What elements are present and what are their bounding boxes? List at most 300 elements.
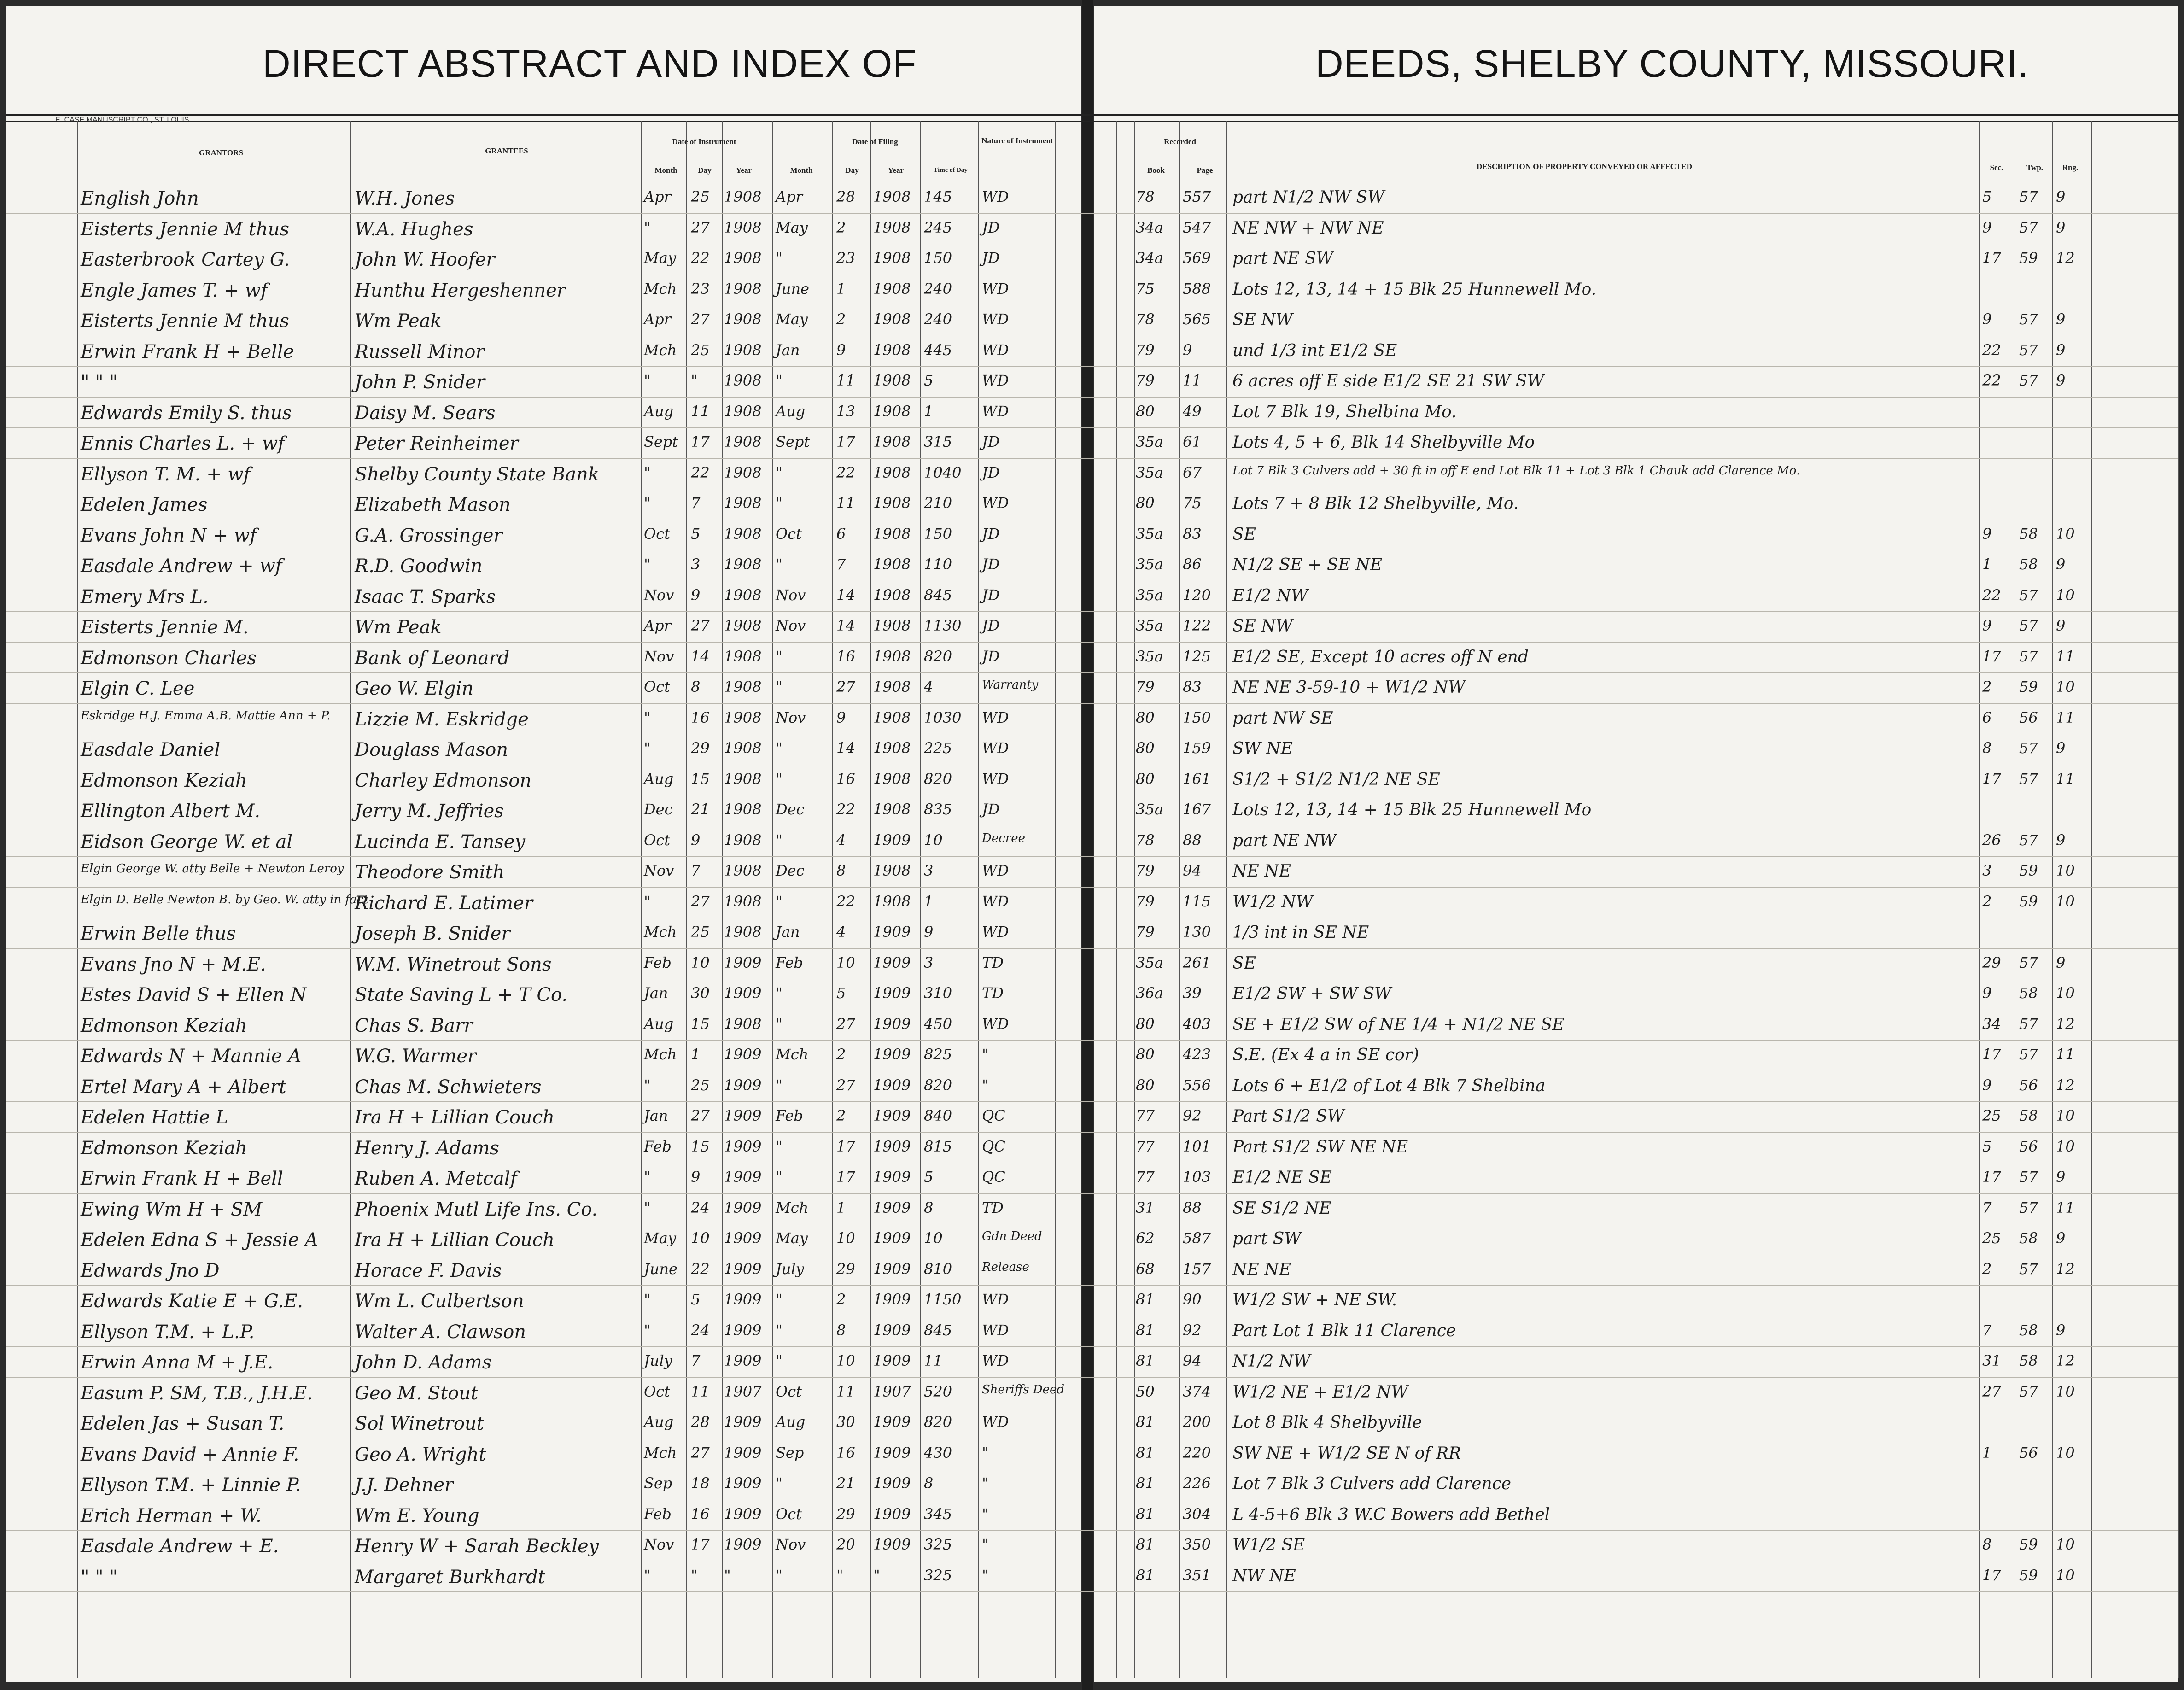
time-of-day-cell: 10	[924, 1229, 943, 1247]
instrument-month-cell: "	[644, 463, 651, 481]
description-cell: NW NE	[1232, 1566, 1296, 1585]
book-cell: 81	[1136, 1566, 1155, 1584]
filing-month-cell: Dec	[776, 801, 805, 818]
time-of-day-cell: 820	[924, 1076, 952, 1094]
book-cell: 77	[1136, 1137, 1155, 1155]
sec-cell: 9	[1982, 617, 1992, 634]
filing-month-cell: May	[776, 218, 808, 236]
book-cell: 79	[1136, 862, 1155, 879]
grantor-cell: Ertel Mary A + Albert	[81, 1076, 286, 1098]
grantor-cell: Edelen Jas + Susan T.	[81, 1413, 285, 1434]
filing-day-cell: 21	[836, 1474, 855, 1492]
filing-month-cell: Oct	[776, 525, 802, 543]
rng-cell: 10	[2056, 1107, 2075, 1124]
instrument-month-cell: Nov	[644, 862, 674, 879]
nature-cell: WD	[982, 341, 1009, 359]
book-cell: 68	[1136, 1260, 1155, 1278]
twp-cell: 58	[2019, 525, 2038, 543]
book-cell: 35a	[1136, 556, 1163, 573]
instrument-day-cell: 25	[691, 1076, 710, 1094]
rng-cell: 12	[2056, 1352, 2075, 1369]
book-cell: 81	[1136, 1291, 1155, 1308]
description-cell: E1/2 NW	[1232, 586, 1308, 605]
rng-cell: 11	[2056, 770, 2075, 788]
book-cell: 81	[1136, 1536, 1155, 1553]
nature-cell: QC	[982, 1137, 1005, 1155]
twp-cell: 57	[2019, 1015, 2038, 1033]
book-cell: 77	[1136, 1168, 1155, 1186]
rng-cell: 11	[2056, 708, 2075, 726]
filing-day-cell: 9	[836, 708, 846, 726]
twp-cell: 57	[2019, 1046, 2038, 1063]
grantee-cell: Chas M. Schwieters	[355, 1076, 542, 1098]
instrument-month-cell: "	[644, 1199, 651, 1216]
instrument-month-cell: Oct	[644, 1382, 671, 1400]
twp-cell: 57	[2019, 831, 2038, 849]
filing-month-cell: Mch	[776, 1199, 809, 1216]
description-cell: SE	[1232, 525, 1256, 544]
instrument-day-cell: 11	[691, 402, 710, 420]
filing-day-cell: 29	[836, 1505, 855, 1523]
page-cell: 226	[1183, 1474, 1211, 1492]
grantor-cell: Ellyson T. M. + wf	[81, 463, 251, 485]
time-of-day-cell: 225	[924, 739, 952, 757]
time-of-day-cell: 820	[924, 1413, 952, 1431]
filing-month-cell: Sep	[776, 1444, 804, 1462]
instrument-month-cell: June	[644, 1260, 677, 1278]
grantor-cell: Erwin Anna M + J.E.	[81, 1352, 274, 1373]
grantee-cell: Wm Peak	[355, 617, 442, 638]
instrument-month-cell: Jan	[644, 984, 668, 1002]
grantee-cell: Hunthu Hergeshenner	[355, 280, 566, 301]
description-cell: Lots 6 + E1/2 of Lot 4 Blk 7 Shelbina	[1232, 1076, 1546, 1095]
twp-cell: 58	[2019, 1321, 2038, 1339]
filing-year-cell: 1908	[873, 586, 911, 604]
instrument-month-cell: Oct	[644, 831, 671, 849]
twp-cell: 58	[2019, 556, 2038, 573]
time-of-day-cell: 3	[924, 862, 934, 879]
grantor-cell: Elgin George W. atty Belle + Newton Leroy	[81, 862, 344, 876]
filing-year-cell: 1909	[873, 1168, 911, 1186]
filing-day-cell: 9	[836, 341, 846, 359]
page-cell: 556	[1183, 1076, 1211, 1094]
filing-year-cell: "	[873, 1566, 880, 1584]
grantee-cell: Henry W + Sarah Beckley	[355, 1536, 599, 1557]
filing-year-cell: 1908	[873, 494, 911, 512]
filing-day-cell: 23	[836, 249, 855, 267]
description-cell: Lots 4, 5 + 6, Blk 14 Shelbyville Mo	[1232, 433, 1535, 452]
book-cell: 81	[1136, 1474, 1155, 1492]
book-cell: 79	[1136, 678, 1155, 696]
grantee-cell: Geo A. Wright	[355, 1444, 486, 1465]
instrument-day-cell: 15	[691, 770, 710, 788]
nature-cell: JD	[982, 647, 1000, 665]
filing-day-cell: 4	[836, 831, 846, 849]
time-of-day-cell: 150	[924, 525, 952, 543]
row-rule	[6, 1193, 2178, 1194]
time-of-day-cell: 820	[924, 770, 952, 788]
filing-year-cell: 1909	[873, 923, 911, 941]
header-rng: Rng.	[2062, 163, 2079, 172]
sec-cell: 17	[1982, 1046, 2001, 1063]
instrument-year-cell: 1908	[724, 647, 762, 665]
grantee-cell: Daisy M. Sears	[355, 402, 496, 424]
nature-cell: "	[982, 1076, 989, 1094]
page-cell: 167	[1183, 801, 1211, 818]
instrument-day-cell: 8	[691, 678, 701, 696]
instrument-day-cell: 17	[691, 1536, 710, 1553]
time-of-day-cell: 1	[924, 402, 934, 420]
filing-year-cell: 1908	[873, 617, 911, 634]
grantor-cell: Evans David + Annie F.	[81, 1444, 299, 1465]
filing-year-cell: 1909	[873, 1474, 911, 1492]
nature-cell: QC	[982, 1168, 1005, 1186]
book-cell: 77	[1136, 1107, 1155, 1124]
instrument-day-cell: 9	[691, 831, 701, 849]
description-cell: E1/2 NE SE	[1232, 1168, 1332, 1187]
instrument-month-cell: Apr	[644, 617, 671, 634]
row-rule	[6, 1101, 2178, 1102]
rng-cell: 9	[2056, 218, 2066, 236]
description-cell: N1/2 SE + SE NE	[1232, 556, 1383, 574]
rng-cell: 10	[2056, 678, 2075, 696]
grantor-cell: Edmonson Charles	[81, 647, 257, 669]
book-cell: 81	[1136, 1444, 1155, 1462]
instrument-year-cell: 1908	[724, 372, 762, 389]
filing-month-cell: "	[776, 249, 783, 267]
filing-day-cell: 28	[836, 188, 855, 205]
title-right: DEEDS, SHELBY COUNTY, MISSOURI.	[1315, 42, 2029, 85]
page-cell: 161	[1183, 770, 1211, 788]
sec-cell: 17	[1982, 770, 2001, 788]
grantor-cell: Edelen James	[81, 494, 208, 515]
rng-cell: 12	[2056, 1076, 2075, 1094]
twp-cell: 57	[2019, 770, 2038, 788]
nature-cell: WD	[982, 1413, 1009, 1431]
time-of-day-cell: 240	[924, 280, 952, 298]
filing-year-cell: 1908	[873, 770, 911, 788]
instrument-year-cell: 1908	[724, 310, 762, 328]
grantor-cell: Erwin Belle thus	[81, 923, 236, 944]
grantee-cell: Phoenix Mutl Life Ins. Co.	[355, 1199, 598, 1220]
nature-cell: JD	[982, 617, 1000, 634]
page-cell: 9	[1183, 341, 1192, 359]
grantee-cell: Chas S. Barr	[355, 1015, 473, 1036]
row-rule	[6, 458, 2178, 459]
rng-cell: 12	[2056, 1260, 2075, 1278]
book-cell: 78	[1136, 188, 1155, 205]
filing-year-cell: 1909	[873, 1536, 911, 1553]
sec-cell: 34	[1982, 1015, 2001, 1033]
row-rule	[6, 948, 2178, 949]
row-rule	[6, 1040, 2178, 1041]
description-cell: W1/2 SW + NE SW.	[1232, 1291, 1397, 1310]
book-cell: 81	[1136, 1352, 1155, 1369]
column-rule	[1134, 121, 1135, 1678]
description-cell: NE NW + NW NE	[1232, 218, 1384, 238]
instrument-day-cell: 22	[691, 463, 710, 481]
grantor-cell: Edmonson Keziah	[81, 1137, 247, 1159]
filing-year-cell: 1908	[873, 647, 911, 665]
filing-month-cell: Aug	[776, 1413, 806, 1431]
filing-month-cell: Feb	[776, 1107, 803, 1124]
page-cell: 220	[1183, 1444, 1211, 1462]
filing-year-cell: 1908	[873, 892, 911, 910]
book-cell: 79	[1136, 372, 1155, 389]
column-rule	[1179, 121, 1180, 1678]
row-rule	[6, 366, 2178, 367]
rng-cell: 9	[2056, 341, 2066, 359]
filing-year-cell: 1909	[873, 984, 911, 1002]
instrument-year-cell: 1909	[724, 1291, 762, 1308]
grantor-cell: Eisterts Jennie M.	[81, 617, 249, 638]
time-of-day-cell: 10	[924, 831, 943, 849]
filing-day-cell: 13	[836, 402, 855, 420]
rng-cell: 10	[2056, 892, 2075, 910]
filing-month-cell: Oct	[776, 1505, 802, 1523]
grantee-cell: Theodore Smith	[355, 862, 505, 883]
time-of-day-cell: 4	[924, 678, 934, 696]
grantor-cell: Ennis Charles L. + wf	[81, 433, 285, 454]
book-cell: 81	[1136, 1321, 1155, 1339]
time-of-day-cell: 145	[924, 188, 952, 205]
grantee-cell: Wm L. Culbertson	[355, 1291, 524, 1312]
instrument-year-cell: 1909	[724, 1137, 762, 1155]
sec-cell: 17	[1982, 249, 2001, 267]
page-cell: 103	[1183, 1168, 1211, 1186]
rng-cell: 10	[2056, 1536, 2075, 1553]
grantee-cell: Charley Edmonson	[355, 770, 532, 791]
instrument-year-cell: 1908	[724, 402, 762, 420]
description-cell: SW NE	[1232, 739, 1293, 758]
sec-cell: 2	[1982, 678, 1992, 696]
filing-year-cell: 1909	[873, 1046, 911, 1063]
instrument-year-cell: 1908	[724, 188, 762, 205]
nature-cell: JD	[982, 433, 1000, 450]
grantee-cell: W.A. Hughes	[355, 218, 473, 240]
nature-cell: Sheriffs Deed	[982, 1382, 1064, 1397]
filing-month-cell: "	[776, 556, 783, 573]
page-cell: 569	[1183, 249, 1211, 267]
description-cell: SE	[1232, 953, 1256, 973]
book-cell: 80	[1136, 494, 1155, 512]
sec-cell: 2	[1982, 1260, 1992, 1278]
instrument-year-cell: 1908	[724, 678, 762, 696]
grantee-cell: John P. Snider	[355, 372, 485, 393]
title-left: DIRECT ABSTRACT AND INDEX OF	[263, 42, 917, 85]
twp-cell: 58	[2019, 1352, 2038, 1369]
page-cell: 101	[1183, 1137, 1211, 1155]
grantee-cell: R.D. Goodwin	[355, 556, 483, 577]
header-rule-top-2	[6, 121, 2178, 122]
page-cell: 125	[1183, 647, 1211, 665]
nature-cell: WD	[982, 708, 1009, 726]
instrument-day-cell: 22	[691, 249, 710, 267]
column-rule	[1979, 121, 1980, 1678]
header-book: Book	[1147, 166, 1165, 175]
rng-cell: 10	[2056, 1382, 2075, 1400]
twp-cell: 57	[2019, 1199, 2038, 1216]
filing-day-cell: 6	[836, 525, 846, 543]
nature-cell: JD	[982, 586, 1000, 604]
grantor-cell: Edwards Katie E + G.E.	[81, 1291, 304, 1312]
time-of-day-cell: 325	[924, 1566, 952, 1584]
column-rule	[1226, 121, 1227, 1678]
filing-day-cell: 16	[836, 647, 855, 665]
nature-cell: "	[982, 1474, 989, 1492]
filing-year-cell: 1908	[873, 341, 911, 359]
book-cell: 36a	[1136, 984, 1163, 1002]
filing-day-cell: 17	[836, 1137, 855, 1155]
grantor-cell: Easdale Andrew + wf	[81, 556, 282, 577]
filing-year-cell: 1909	[873, 1505, 911, 1523]
header-fil-day: Day	[845, 166, 859, 175]
filing-month-cell: "	[776, 1015, 783, 1033]
instrument-day-cell: 5	[691, 1291, 701, 1308]
filing-year-cell: 1909	[873, 1444, 911, 1462]
instrument-day-cell: 27	[691, 310, 710, 328]
instrument-month-cell: Mch	[644, 280, 677, 298]
instrument-day-cell: 17	[691, 433, 710, 450]
grantor-cell: Erwin Frank H + Bell	[81, 1168, 283, 1189]
filing-year-cell: 1908	[873, 372, 911, 389]
grantor-cell: Easdale Andrew + E.	[81, 1536, 279, 1557]
filing-day-cell: 17	[836, 1168, 855, 1186]
filing-month-cell: Aug	[776, 402, 806, 420]
time-of-day-cell: 450	[924, 1015, 952, 1033]
nature-cell: WD	[982, 1291, 1009, 1308]
description-cell: E1/2 SW + SW SW	[1232, 984, 1392, 1003]
sec-cell: 22	[1982, 372, 2001, 389]
sec-cell: 26	[1982, 831, 2001, 849]
instrument-day-cell: 21	[691, 801, 710, 818]
page-cell: 150	[1183, 708, 1211, 726]
grantee-cell: Geo W. Elgin	[355, 678, 474, 699]
description-cell: Lot 7 Blk 3 Culvers add + 30 ft in off E end Lot Blk 11 + Lot 3 Blk 1 Chauk add Clarence Mo.	[1232, 463, 1800, 478]
sec-cell: 2	[1982, 892, 1992, 910]
grantor-cell: Edelen Edna S + Jessie A	[81, 1229, 318, 1251]
instrument-day-cell: 9	[691, 1168, 701, 1186]
filing-month-cell: "	[776, 1474, 783, 1492]
instrument-month-cell: Aug	[644, 1413, 674, 1431]
instrument-year-cell: 1909	[724, 984, 762, 1002]
instrument-month-cell: "	[644, 372, 651, 389]
time-of-day-cell: 5	[924, 372, 934, 389]
book-cell: 35a	[1136, 586, 1163, 604]
time-of-day-cell: 150	[924, 249, 952, 267]
filing-day-cell: 8	[836, 862, 846, 879]
grantor-cell: " " "	[81, 372, 118, 393]
time-of-day-cell: 345	[924, 1505, 952, 1523]
filing-day-cell: 1	[836, 1199, 846, 1216]
filing-day-cell: 10	[836, 953, 855, 971]
twp-cell: 57	[2019, 1168, 2038, 1186]
instrument-year-cell: 1908	[724, 739, 762, 757]
row-rule	[6, 642, 2178, 643]
book-cell: 35a	[1136, 647, 1163, 665]
book-cell: 62	[1136, 1229, 1155, 1247]
time-of-day-cell: 810	[924, 1260, 952, 1278]
book-cell: 35a	[1136, 433, 1163, 450]
rng-cell: 9	[2056, 1321, 2066, 1339]
filing-month-cell: Jan	[776, 341, 800, 359]
sec-cell: 7	[1982, 1321, 1992, 1339]
grantee-cell: Henry J. Adams	[355, 1137, 499, 1159]
description-cell: part NW SE	[1232, 708, 1333, 728]
instrument-day-cell: 25	[691, 341, 710, 359]
rng-cell: 12	[2056, 1015, 2075, 1033]
instrument-year-cell: 1908	[724, 463, 762, 481]
page-cell: 94	[1183, 862, 1202, 879]
sec-cell: 25	[1982, 1107, 2001, 1124]
description-cell: SE NW	[1232, 617, 1293, 636]
time-of-day-cell: 325	[924, 1536, 952, 1553]
time-of-day-cell: 240	[924, 310, 952, 328]
page-cell: 122	[1183, 617, 1211, 634]
grantee-cell: State Saving L + T Co.	[355, 984, 568, 1006]
column-rule	[772, 121, 773, 1678]
sec-cell: 5	[1982, 1137, 1992, 1155]
sec-cell: 17	[1982, 1168, 2001, 1186]
instrument-year-cell: 1909	[724, 1321, 762, 1339]
instrument-month-cell: Mch	[644, 1046, 677, 1063]
page-cell: 159	[1183, 739, 1211, 757]
nature-cell: "	[982, 1505, 989, 1523]
nature-cell: WD	[982, 1352, 1009, 1369]
instrument-day-cell: 1	[691, 1046, 701, 1063]
grantee-cell: Bank of Leonard	[355, 647, 510, 669]
instrument-year-cell: 1909	[724, 1444, 762, 1462]
instrument-day-cell: 30	[691, 984, 710, 1002]
filing-year-cell: 1909	[873, 1015, 911, 1033]
row-rule	[6, 1530, 2178, 1531]
instrument-year-cell: 1909	[724, 1536, 762, 1553]
sec-cell: 22	[1982, 341, 2001, 359]
instrument-year-cell: 1908	[724, 862, 762, 879]
instrument-month-cell: Oct	[644, 678, 671, 696]
header-inst-month: Month	[654, 166, 677, 175]
header-grantees: GRANTEES	[485, 146, 528, 155]
header-inst-day: Day	[698, 166, 712, 175]
instrument-year-cell: 1909	[724, 1413, 762, 1431]
filing-month-cell: Nov	[776, 617, 806, 634]
header-recorded: Recorded	[1164, 137, 1196, 146]
row-rule	[6, 213, 2178, 214]
instrument-day-cell: 7	[691, 862, 701, 879]
instrument-day-cell: 27	[691, 1107, 710, 1124]
filing-day-cell: 11	[836, 1382, 855, 1400]
instrument-year-cell: 1908	[724, 218, 762, 236]
instrument-month-cell: "	[644, 1321, 651, 1339]
grantee-cell: Peter Reinheimer	[355, 433, 519, 454]
instrument-month-cell: Aug	[644, 770, 674, 788]
time-of-day-cell: 815	[924, 1137, 952, 1155]
description-cell: W1/2 NE + E1/2 NW	[1232, 1382, 1408, 1402]
instrument-day-cell: 29	[691, 739, 710, 757]
row-rule	[6, 1591, 2178, 1592]
grantor-cell: Edwards Emily S. thus	[81, 402, 292, 424]
sec-cell: 7	[1982, 1199, 1992, 1216]
page-cell: 92	[1183, 1321, 1202, 1339]
filing-day-cell: 17	[836, 433, 855, 450]
instrument-year-cell: 1908	[724, 494, 762, 512]
description-cell: L 4-5+6 Blk 3 W.C Bowers add Bethel	[1232, 1505, 1550, 1524]
grantor-cell: Elgin C. Lee	[81, 678, 195, 699]
instrument-day-cell: 10	[691, 1229, 710, 1247]
instrument-month-cell: May	[644, 249, 676, 267]
time-of-day-cell: 840	[924, 1107, 952, 1124]
filing-year-cell: 1908	[873, 525, 911, 543]
